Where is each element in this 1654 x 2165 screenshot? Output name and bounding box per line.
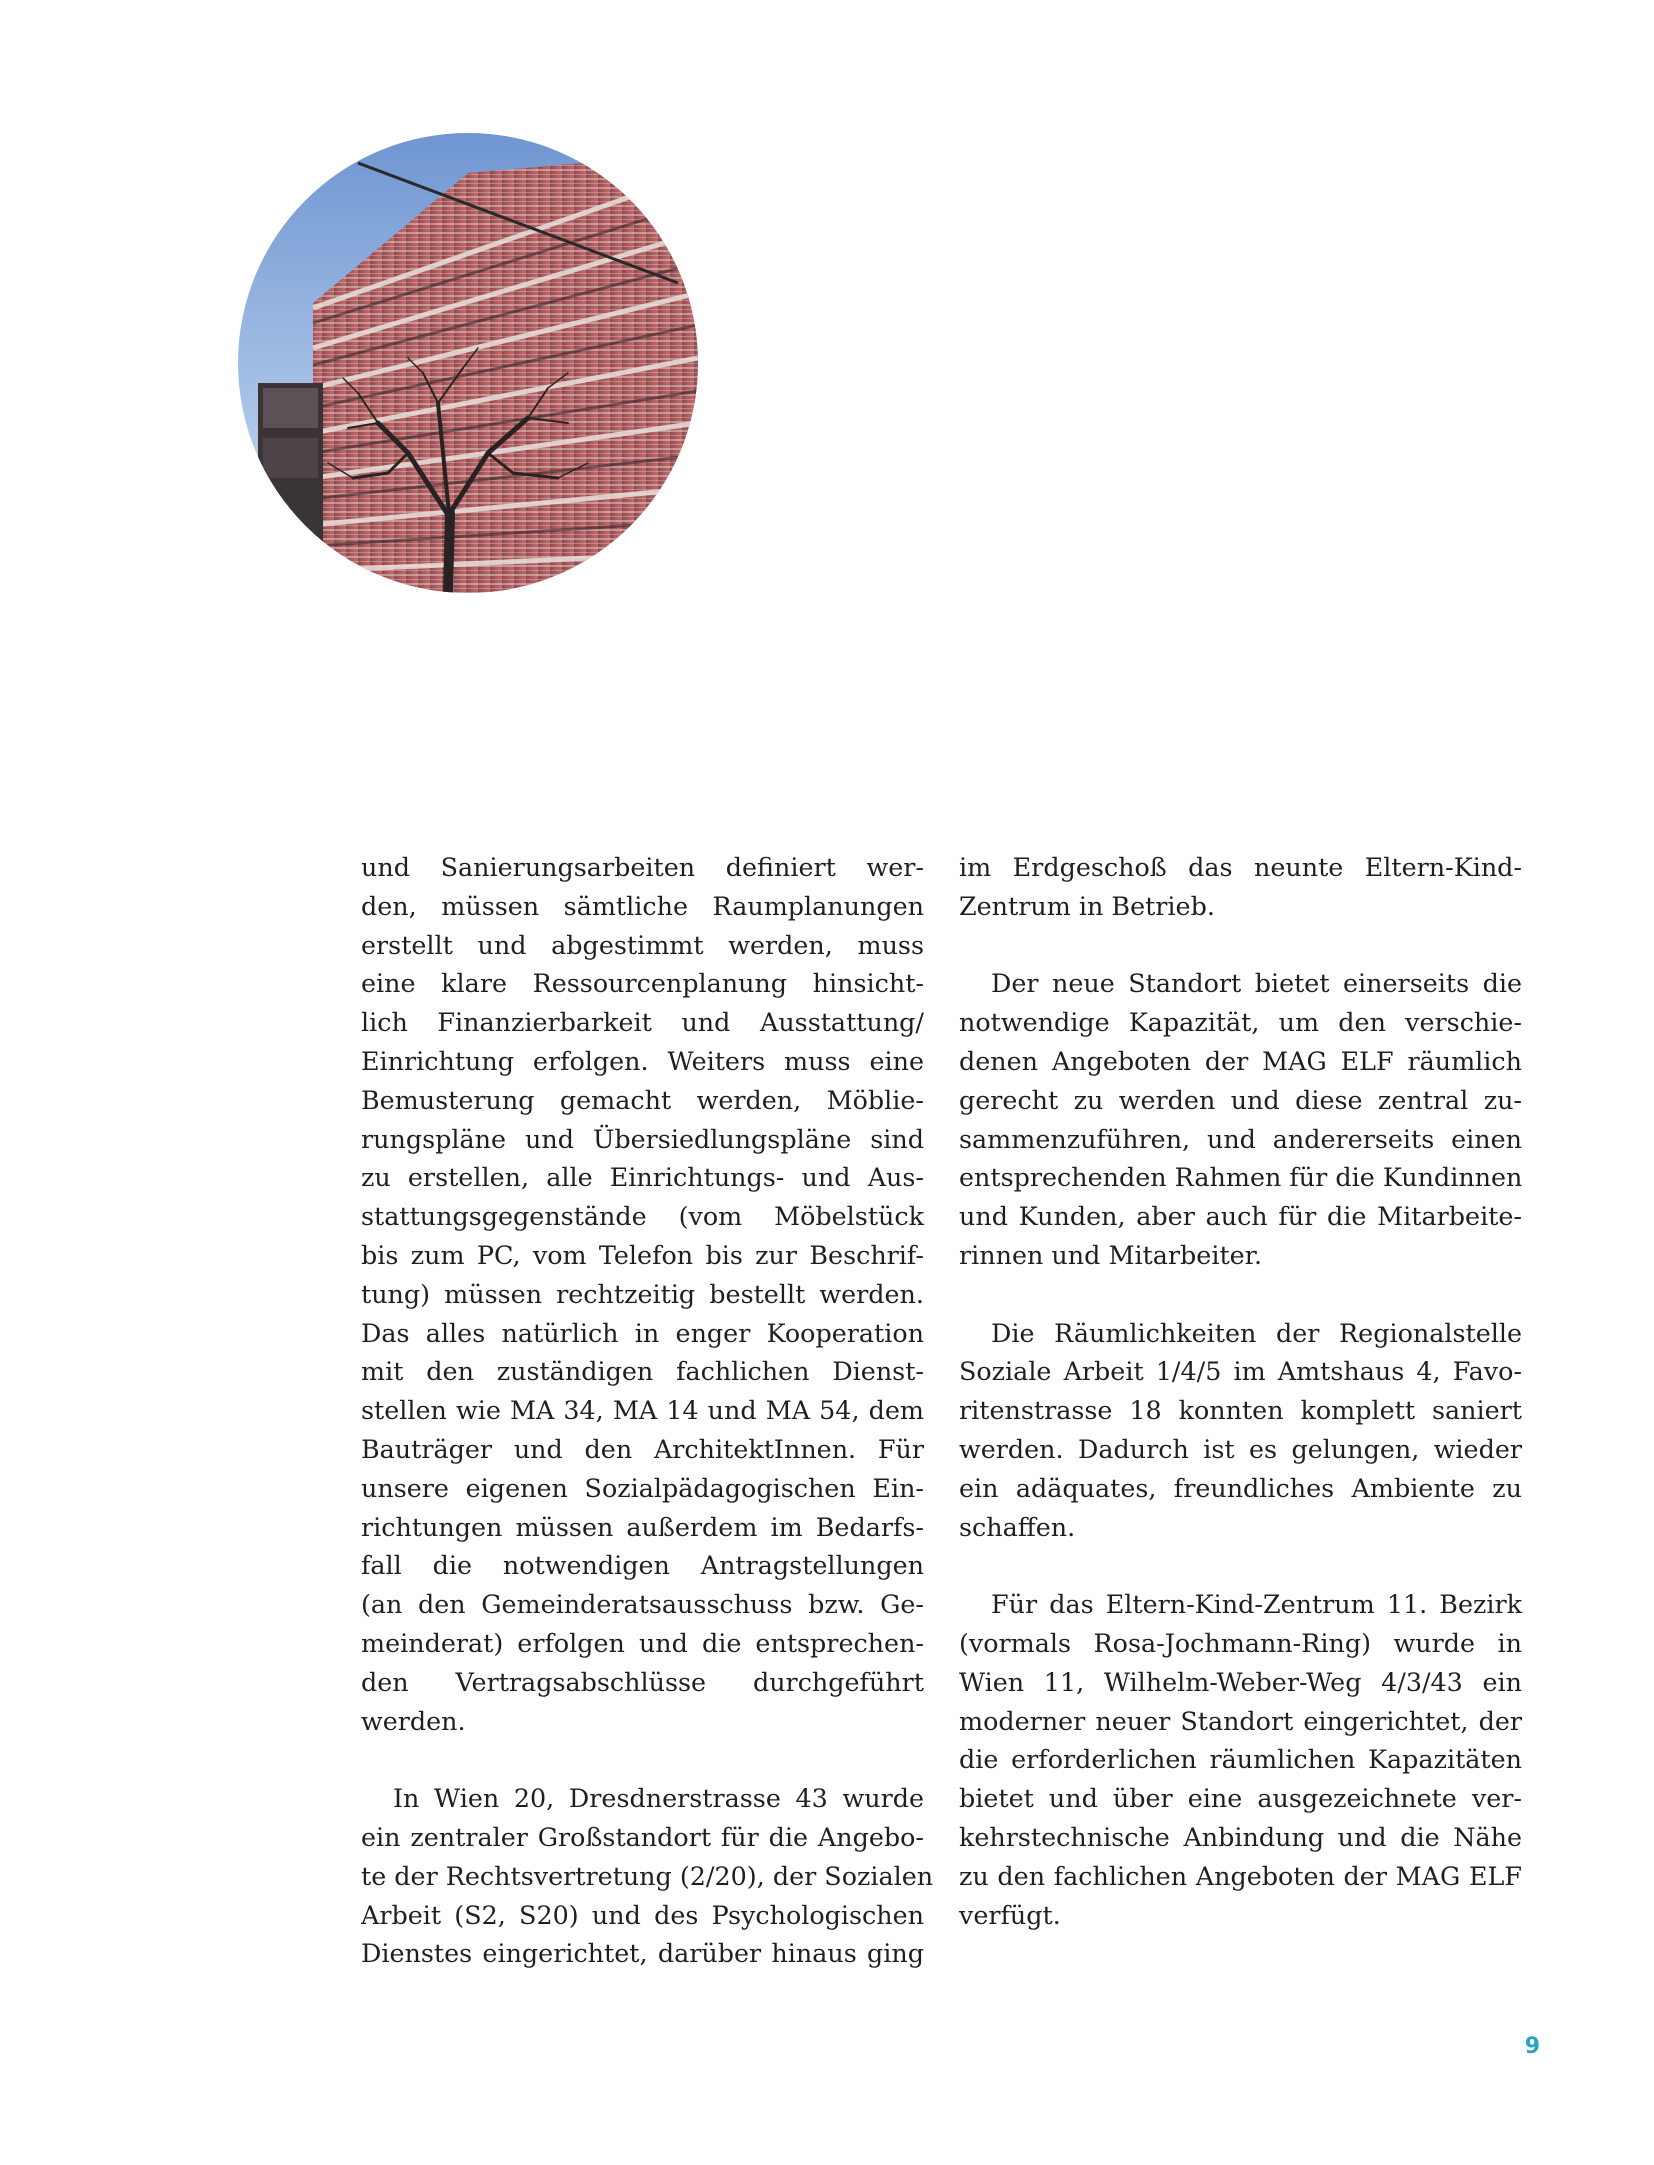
paragraph-gap	[361, 1740, 924, 1779]
text-line: Soziale Arbeit 1/4/5 im Amtshaus 4, Favo-	[959, 1356, 1522, 1387]
text-line: Bauträger und den ArchitektInnen. Für	[361, 1433, 924, 1464]
paragraph-gap	[959, 926, 1522, 965]
text-line: rungspläne und Übersiedlungspläne sind	[361, 1123, 924, 1154]
text-line: Bemusterung gemacht werden, Möblie-	[361, 1084, 924, 1115]
text-line: im Erdgeschoß das neunte Eltern-Kind-	[959, 852, 1522, 882]
text-line: zu den fachlichen Angeboten der MAG ELF	[959, 1860, 1522, 1891]
paragraph	[959, 848, 1522, 926]
building-photo-illustration	[238, 133, 698, 593]
text-line: bis zum PC, vom Telefon bis zur Beschrif-	[361, 1239, 924, 1270]
text-line: tung) müssen rechtzeitig bestellt werden.	[361, 1278, 924, 1309]
text-line: werden. Dadurch ist es gelungen, wieder	[959, 1433, 1522, 1464]
paragraph	[959, 1314, 1522, 1547]
text-line: Arbeit (S2, S20) und des Psychologischen	[361, 1899, 924, 1930]
text-line: rinnen und Mitarbeiter.	[959, 1239, 1263, 1270]
text-line: bietet und über eine ausgezeichnete ver-	[959, 1783, 1522, 1814]
text-line: stattungsgegenstände (vom Möbelstück	[361, 1201, 924, 1232]
text-line: und Kunden, aber auch für die Mitarbeite-	[959, 1201, 1522, 1232]
text-line: ritenstrasse 18 konnten komplett saniert	[959, 1395, 1522, 1426]
text-line: unsere eigenen Sozialpädagogischen Ein-	[361, 1472, 924, 1503]
paragraph	[361, 1779, 934, 1973]
text-line: den Vertragsabschlüsse durchgeführt	[361, 1666, 924, 1697]
text-line: erstellt und abgestimmt werden, muss	[361, 929, 924, 960]
text-line: Dienstes eingerichtet, darüber hinaus ging	[361, 1938, 924, 1969]
text-line: ein adäquates, freundliches Ambiente zu	[959, 1472, 1522, 1503]
text-line: ein zentraler Großstandort für die Angebo-	[361, 1821, 924, 1852]
text-line: moderner neuer Standort eingerichtet, der	[959, 1705, 1522, 1736]
text-line: richtungen müssen außerdem im Bedarfs-	[361, 1511, 924, 1542]
text-line: mit den zuständigen fachlichen Dienst-	[361, 1356, 924, 1387]
text-line: (an den Gemeinderatsausschuss bzw. Ge-	[361, 1589, 924, 1620]
text-line: Für das Eltern-Kind-Zentrum 11. Bezirk	[991, 1589, 1522, 1620]
text-line: werden.	[361, 1705, 466, 1736]
text-line: lich Finanzierbarkeit und Ausstattung/	[361, 1007, 924, 1038]
text-column-left	[361, 848, 934, 1973]
text-line: sammenzuführen, und andererseits einen	[959, 1123, 1522, 1154]
text-line: Zentrum in Betrieb.	[959, 890, 1215, 921]
text-line: (vormals Rosa-Jochmann-Ring) wurde in	[959, 1627, 1522, 1658]
text-line: meinderat) erfolgen und die entsprechen-	[361, 1627, 924, 1658]
text-line: eine klare Ressourcenplanung hinsicht-	[361, 968, 924, 999]
text-line: In Wien 20, Dresdnerstrasse 43 wurde	[393, 1783, 924, 1814]
text-line: und Sanierungsarbeiten definiert wer-	[361, 852, 924, 882]
text-line: notwendige Kapazität, um den verschie-	[959, 1007, 1522, 1038]
text-line: schaffen.	[959, 1511, 1076, 1542]
text-line: den, müssen sämtliche Raumplanungen	[361, 890, 924, 921]
paragraph	[959, 1585, 1522, 1934]
text-line: gerecht zu werden und diese zentral zu-	[959, 1084, 1522, 1115]
text-line: denen Angeboten der MAG ELF räumlich	[959, 1045, 1522, 1076]
paragraph-gap	[959, 1546, 1522, 1585]
text-line: fall die notwendigen Antragstellungen	[361, 1550, 924, 1581]
text-line: te der Rechtsvertretung (2/20), der Sozialen	[361, 1860, 934, 1891]
text-line: Der neue Standort bietet einerseits die	[991, 968, 1522, 999]
page-number: 9	[1524, 2034, 1540, 2059]
text-line: Die Räumlichkeiten der Regionalstelle	[991, 1317, 1522, 1348]
text-column-right	[959, 848, 1522, 1934]
text-line: stellen wie MA 34, MA 14 und MA 54, dem	[361, 1395, 924, 1426]
text-line: zu erstellen, alle Einrichtungs- und Aus-	[361, 1162, 924, 1193]
paragraph	[959, 964, 1522, 1274]
text-line: kehrstechnische Anbindung und die Nähe	[959, 1821, 1522, 1852]
text-line: entsprechenden Rahmen für die Kundinnen	[959, 1162, 1523, 1193]
building-photo	[238, 133, 698, 593]
paragraph-gap	[959, 1275, 1522, 1314]
text-line: verfügt.	[959, 1899, 1061, 1930]
text-line: Einrichtung erfolgen. Weiters muss eine	[361, 1045, 924, 1076]
text-line: die erforderlichen räumlichen Kapazitäten	[959, 1744, 1522, 1775]
text-line: Das alles natürlich in enger Kooperation	[361, 1317, 924, 1348]
paragraph	[361, 848, 924, 1740]
text-line: Wien 11, Wilhelm-Weber-Weg 4/3/43 ein	[959, 1666, 1522, 1697]
